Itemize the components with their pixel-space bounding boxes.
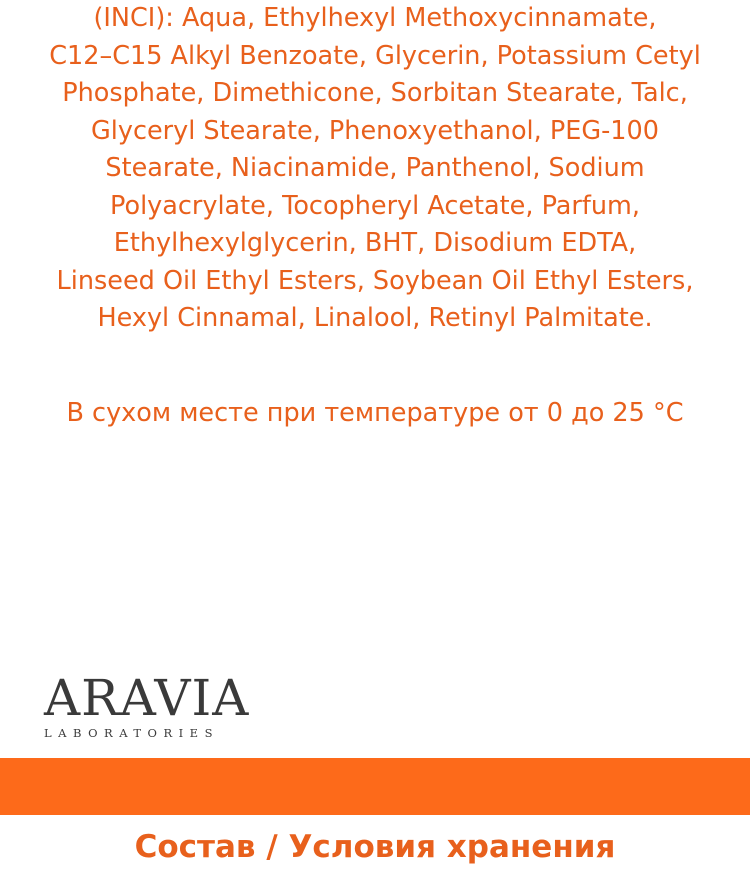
accent-band xyxy=(0,758,750,815)
ingredients-list xyxy=(30,0,720,338)
ingredients-line: Linseed Oil Ethyl Esters, Soybean Oil Ethyl Esters, xyxy=(56,265,694,296)
ingredients-line: Polyacrylate, Tocopheryl Acetate, Parfum, xyxy=(110,190,640,221)
ingredients-line: Stearate, Niacinamide, Panthenol, Sodium xyxy=(105,153,645,183)
storage-conditions: В сухом месте при температуре от 0 до 25 °С xyxy=(66,398,684,428)
ingredients-line: C12–C15 Alkyl Benzoate, Glycerin, Potassium Cetyl xyxy=(49,40,701,71)
ingredients-line: Glyceryl Stearate, Phenoxyethanol, PEG-100 xyxy=(91,115,659,146)
footer-title: Состав / Условия хранения xyxy=(134,829,616,865)
ingredients-line: Phosphate, Dimethicone, Sorbitan Stearate, Talc, xyxy=(62,78,688,108)
brand-logo xyxy=(44,669,256,740)
brand-subtitle: LABORATORIES xyxy=(44,726,219,740)
ingredients-line: Hexyl Cinnamal, Linalool, Retinyl Palmitate. xyxy=(97,303,653,333)
ingredients-line: Ethylhexylglycerin, BHT, Disodium EDTA, xyxy=(113,228,637,258)
brand-name: ARAVIA xyxy=(44,669,250,727)
ingredients-line: (INCI): Aqua, Ethylhexyl Methoxycinnamate, xyxy=(93,3,657,33)
